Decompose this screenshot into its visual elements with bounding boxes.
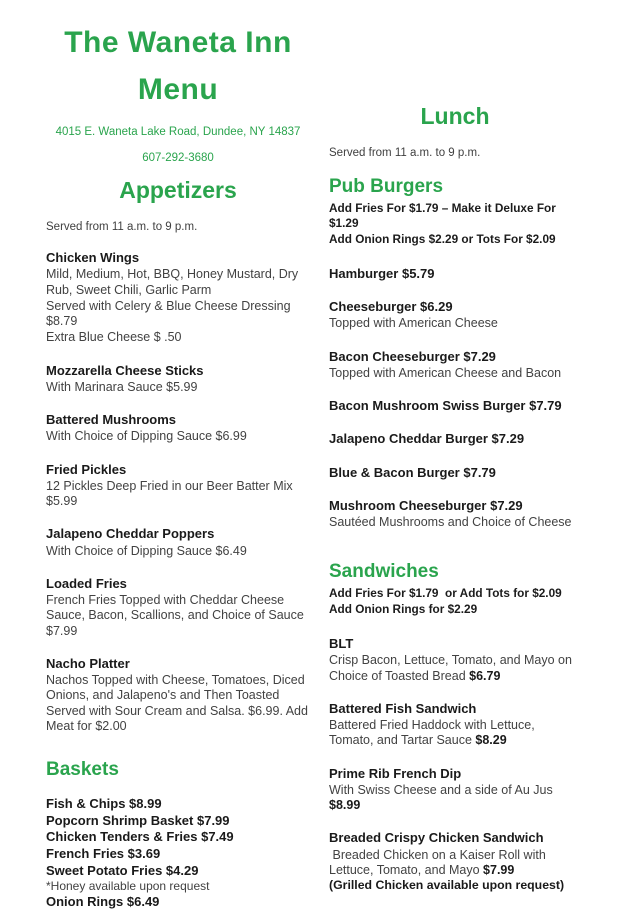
item-name: Battered Mushrooms: [46, 412, 177, 427]
menu-item-cheeseburger: [329, 299, 581, 332]
item-desc: [329, 848, 581, 879]
sandwiches-heading: Sandwiches: [329, 561, 439, 583]
menu-item-battered-mushrooms: [46, 412, 310, 445]
item-desc: With Choice of Dipping Sauce $6.99: [46, 429, 247, 444]
item-desc: [329, 653, 581, 684]
restaurant-address: 4015 E. Waneta Lake Road, Dundee, NY 14837: [55, 126, 301, 138]
menu-item-mushroom-cheeseburger: [329, 498, 581, 531]
item-name: Bacon Mushroom Swiss Burger $7.79: [329, 398, 562, 414]
menu-item-hamburger: [329, 266, 581, 282]
menu-title-line1: The Waneta Inn: [64, 26, 292, 59]
menu-item-breaded-chicken-sandwich: [329, 830, 581, 893]
menu-item-blue-bacon-burger: [329, 465, 581, 481]
item-name: Bacon Cheeseburger $7.29: [329, 348, 496, 364]
basket-item-french-fries: French Fries $3.69: [46, 845, 161, 861]
item-desc: With Choice of Dipping Sauce $6.49: [46, 543, 247, 558]
item-name: Hamburger $5.79: [329, 265, 435, 281]
basket-item-popcorn-shrimp: Popcorn Shrimp Basket $7.99: [46, 812, 230, 828]
menu-item-loaded-fries: [46, 576, 310, 639]
item-desc: Extra Blue Cheese $ .50: [46, 330, 182, 345]
baskets-list: [46, 796, 310, 911]
item-name: Blue & Bacon Burger $7.79: [329, 464, 496, 480]
menu-item-nacho-platter: [46, 656, 310, 734]
appetizers-served-hours: Served from 11 a.m. to 9 p.m.: [46, 221, 198, 233]
item-name: Prime Rib French Dip: [329, 765, 462, 781]
add-ons-note: Add Fries For $1.79 or Add Tots for $2.09: [329, 586, 562, 601]
item-name: Mozzarella Cheese Sticks: [46, 362, 204, 378]
basket-item-chicken-tenders: Chicken Tenders & Fries $7.49: [46, 829, 234, 845]
item-desc: [329, 783, 581, 814]
item-name: Fried Pickles: [46, 461, 127, 477]
item-desc: 12 Pickles Deep Fried in our Beer Batter Mix $5.99: [46, 478, 297, 508]
item-name: Jalapeno Cheddar Poppers: [46, 526, 215, 542]
menu-item-jalapeno-cheddar-burger: [329, 431, 581, 447]
menu-item-bacon-cheeseburger: [329, 349, 581, 382]
item-desc-text: Breaded Chicken on a Kaiser Roll with Lettuce, Tomato, and Mayo: [329, 847, 550, 877]
menu-item-jalapeno-poppers: [46, 526, 310, 559]
left-column: [46, 20, 310, 911]
lunch-served-hours: Served from 11 a.m. to 9 p.m.: [329, 147, 481, 159]
item-name: Battered Fish Sandwich: [329, 700, 477, 716]
item-desc: Served with Celery & Blue Cheese Dressing $8.79: [46, 298, 295, 328]
add-ons-note: Add Onion Rings $2.29 or Tots For $2.09: [329, 231, 556, 246]
restaurant-phone: 607-292-3680: [142, 152, 214, 164]
menu-item-chicken-wings: [46, 250, 310, 346]
basket-item-fish-chips: Fish & Chips $8.99: [46, 796, 162, 811]
item-desc-text: With Swiss Cheese and a side of Au Jus: [329, 782, 553, 797]
item-name: BLT: [329, 636, 354, 652]
pub-burgers-notes: [329, 201, 581, 247]
add-ons-note: Add Onion Rings for $2.29: [329, 601, 478, 616]
sandwiches-notes: [329, 586, 581, 617]
item-price: $8.99: [329, 798, 361, 813]
lunch-heading: Lunch: [420, 103, 490, 129]
item-desc-text: Crisp Bacon, Lettuce, Tomato, and Mayo on Choice of Toasted Bread: [329, 653, 576, 683]
item-desc: Topped with American Cheese and Bacon: [329, 365, 562, 380]
item-desc: Nachos Topped with Cheese, Tomatoes, Diced Onions, and Jalapeno's and Then Toasted Served with Sour Cream and Salsa. $6.99. Add Meat for $2.00: [46, 673, 312, 733]
item-name: Nacho Platter: [46, 655, 130, 671]
menu-item-fried-pickles: [46, 462, 310, 510]
menu-item-prime-rib-french-dip: [329, 766, 581, 814]
menu-title: [46, 20, 310, 113]
item-name: Jalapeno Cheddar Burger $7.29: [329, 431, 525, 447]
menu-item-blt: [329, 636, 581, 684]
item-name: Cheeseburger $6.29: [329, 299, 453, 315]
basket-item-onion-rings: Onion Rings $6.49: [46, 894, 160, 910]
appetizers-heading: Appetizers: [119, 177, 237, 203]
item-name: Breaded Crispy Chicken Sandwich: [329, 830, 544, 846]
baskets-heading: Baskets: [46, 759, 119, 780]
add-ons-note: Add Fries For $1.79 – Make it Deluxe For $1.29: [329, 201, 560, 231]
item-desc-text: Battered Fried Haddock with Lettuce, Tomato, and Tartar Sauce: [329, 718, 538, 748]
menu-item-bacon-mushroom-swiss: [329, 398, 581, 414]
pub-burgers-heading: Pub Burgers: [329, 176, 444, 197]
basket-item-sweet-potato-fries: Sweet Potato Fries $4.29: [46, 862, 199, 878]
item-price: $6.79: [469, 668, 501, 683]
item-desc: French Fries Topped with Cheddar Cheese Sauce, Bacon, Scallions, and Choice of Sauce $7.99: [46, 593, 308, 638]
item-name: Chicken Wings: [46, 250, 140, 265]
item-name: Loaded Fries: [46, 575, 127, 591]
basket-honey-note: *Honey available upon request: [46, 879, 210, 894]
item-desc: Topped with American Cheese: [329, 316, 498, 331]
right-column: [329, 103, 581, 911]
item-desc: With Marinara Sauce $5.99: [46, 379, 198, 394]
menu-item-mozzarella-sticks: [46, 363, 310, 396]
menu-title-line2: Menu: [137, 72, 219, 106]
menu-item-battered-fish-sandwich: [329, 701, 581, 749]
item-name: Mushroom Cheeseburger $7.29: [329, 497, 523, 513]
item-price: $7.99: [483, 862, 515, 877]
item-desc: Mild, Medium, Hot, BBQ, Honey Mustard, Dry Rub, Sweet Chili, Garlic Parm: [46, 267, 302, 297]
item-desc: [329, 718, 581, 749]
item-price: $8.29: [475, 733, 507, 748]
item-desc: Sautéed Mushrooms and Choice of Cheese: [329, 515, 572, 530]
item-extra-note: (Grilled Chicken available upon request): [329, 878, 565, 893]
